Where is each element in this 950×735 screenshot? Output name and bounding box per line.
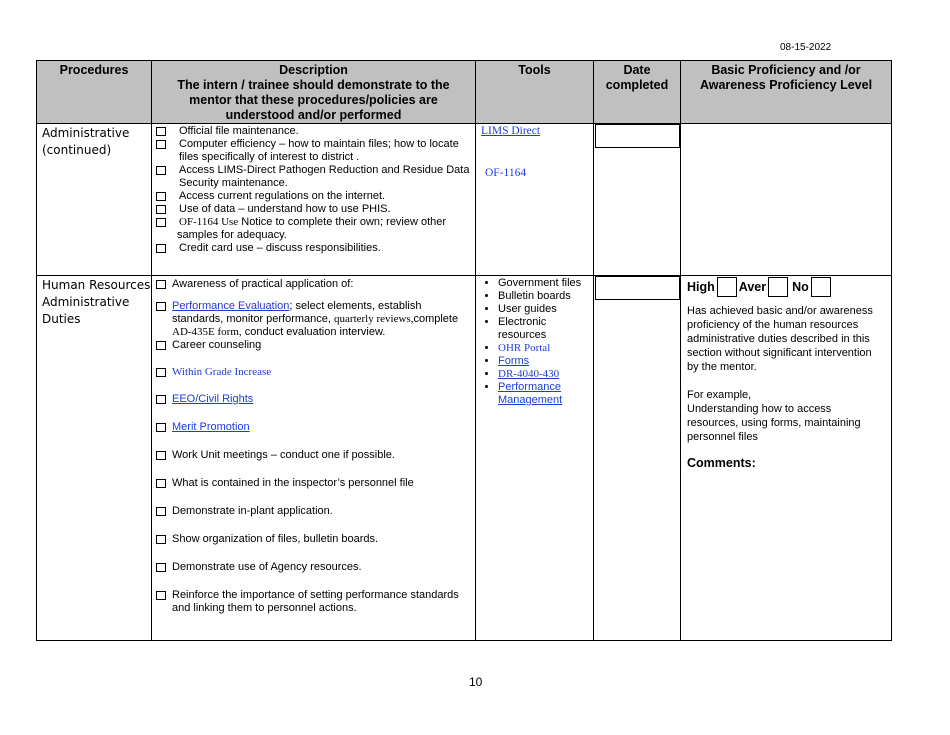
- list-item[interactable]: Career counseling: [152, 339, 475, 352]
- checkbox[interactable]: [156, 591, 166, 600]
- header-procedures: Procedures: [37, 61, 152, 124]
- training-table: [36, 60, 892, 641]
- checkbox[interactable]: [156, 507, 166, 516]
- checkbox[interactable]: [156, 127, 166, 136]
- checkbox[interactable]: [156, 563, 166, 572]
- link-of-1164[interactable]: OF-1164: [485, 167, 527, 179]
- header-tools: Tools: [476, 61, 594, 124]
- tool-item: • Government files: [498, 277, 593, 290]
- link-performance-evaluation[interactable]: Performance Evaluation: [172, 300, 290, 312]
- list-item[interactable]: Demonstrate in-plant application.: [152, 505, 475, 518]
- document-date: 08-15-2022: [780, 42, 832, 53]
- checkbox[interactable]: [156, 302, 166, 311]
- checkbox[interactable]: [156, 395, 166, 404]
- list-item[interactable]: Show organization of files, bulletin boards.: [152, 533, 475, 546]
- description-human-resources: [152, 276, 476, 641]
- procedure-administrative: Administrative (continued): [37, 124, 152, 276]
- proficiency-example-label: For example,: [687, 389, 752, 401]
- tool-item: • User guides: [498, 303, 593, 316]
- date-cell-administrative: [594, 124, 681, 276]
- tool-link-ohr-portal[interactable]: • OHR Portal: [498, 342, 593, 355]
- tools-human-resources: [476, 276, 594, 641]
- link-eeo-civil-rights[interactable]: EEO/Civil Rights: [172, 393, 254, 405]
- proficiency-example: Understanding how to access resources, using forms, maintaining personnel files: [687, 403, 861, 443]
- description-administrative: [152, 124, 476, 276]
- list-item[interactable]: What is contained in the inspector’s personnel file: [152, 477, 475, 490]
- proficiency-administrative: [681, 124, 892, 276]
- checkbox[interactable]: [156, 244, 166, 253]
- tool-link-dr-4040-430[interactable]: • DR-4040-430: [498, 368, 593, 381]
- link-within-grade-increase[interactable]: Within Grade Increase: [172, 366, 272, 378]
- list-item[interactable]: Access LIMS-Direct Pathogen Reduction and Residue Data Security maintenance.: [152, 164, 475, 190]
- list-item[interactable]: [152, 393, 475, 406]
- list-item[interactable]: Credit card use – discuss responsibilities.: [152, 242, 475, 255]
- row-human-resources: [37, 276, 892, 641]
- header-description: [152, 61, 476, 124]
- level-aver-label: Aver: [738, 280, 767, 294]
- proficiency-level-selector: [687, 276, 885, 298]
- list-item[interactable]: [152, 366, 475, 379]
- link-lims-direct[interactable]: LIMS Direct: [481, 125, 541, 137]
- checkbox[interactable]: [156, 451, 166, 460]
- procedure-human-resources: Human Resources Administrative Duties: [37, 276, 152, 641]
- list-item[interactable]: Demonstrate use of Agency resources.: [152, 561, 475, 574]
- checkbox[interactable]: [156, 368, 166, 377]
- header-date-completed: Date completed: [594, 61, 681, 124]
- level-aver-box[interactable]: [768, 277, 788, 297]
- level-high-box[interactable]: [717, 277, 737, 297]
- checkbox[interactable]: [156, 341, 166, 350]
- proficiency-description: Has achieved basic and/or awareness proficiency of the human resources administrative duties described in this section without significant intervention by the mentor.: [687, 305, 873, 373]
- tool-item: • Electronic resources: [498, 316, 593, 342]
- level-no-box[interactable]: [811, 277, 831, 297]
- level-high-label: High: [687, 280, 715, 294]
- checkbox[interactable]: [156, 535, 166, 544]
- list-item[interactable]: Official file maintenance.: [152, 125, 475, 138]
- checkbox[interactable]: [156, 280, 166, 289]
- checkbox[interactable]: [156, 423, 166, 432]
- checkbox[interactable]: [156, 140, 166, 149]
- list-item[interactable]: Work Unit meetings – conduct one if possible.: [152, 449, 475, 462]
- header-description-sub: The intern / trainee should demonstrate to the mentor that these procedures/policies are understood and/or performed: [177, 78, 450, 122]
- level-no-label: No: [792, 280, 809, 294]
- date-cell-human-resources: [594, 276, 681, 641]
- checkbox[interactable]: [156, 479, 166, 488]
- row-administrative: [37, 124, 892, 276]
- header-proficiency: Basic Proficiency and /or Awareness Proficiency Level: [681, 61, 892, 124]
- tools-administrative: [476, 124, 594, 276]
- list-item[interactable]: [152, 421, 475, 434]
- checkbox[interactable]: [156, 205, 166, 214]
- tool-link-forms[interactable]: • Forms: [498, 355, 593, 368]
- page-number: 10: [469, 675, 483, 689]
- list-item[interactable]: Performance Evaluation; select elements, establish standards, monitor performance, quarterly reviews,complete AD-435E form, conduct evaluation interview.: [152, 300, 475, 339]
- date-input[interactable]: [595, 276, 680, 300]
- list-item[interactable]: Access current regulations on the internet.: [152, 190, 475, 203]
- proficiency-human-resources: [681, 276, 892, 641]
- header-row: [37, 61, 892, 124]
- link-merit-promotion[interactable]: Merit Promotion: [172, 421, 250, 433]
- checkbox[interactable]: [156, 192, 166, 201]
- tool-item: • Bulletin boards: [498, 290, 593, 303]
- list-item[interactable]: Computer efficiency – how to maintain files; how to locate files specifically of interest to district .: [152, 138, 475, 164]
- comments-label: Comments:: [687, 456, 756, 470]
- checkbox[interactable]: [156, 166, 166, 175]
- header-description-title: Description: [279, 63, 348, 77]
- list-item[interactable]: Awareness of practical application of:: [152, 278, 475, 291]
- checkbox[interactable]: [156, 218, 166, 227]
- tool-link-performance-management[interactable]: • Performance Management: [498, 381, 593, 407]
- list-item[interactable]: Use of data – understand how to use PHIS.: [152, 203, 475, 216]
- list-item[interactable]: OF-1164 Use Notice to complete their own; review other samples for adequacy.: [152, 216, 475, 242]
- date-input[interactable]: [595, 124, 680, 148]
- list-item[interactable]: Reinforce the importance of setting performance standards and linking them to personnel actions.: [152, 589, 475, 615]
